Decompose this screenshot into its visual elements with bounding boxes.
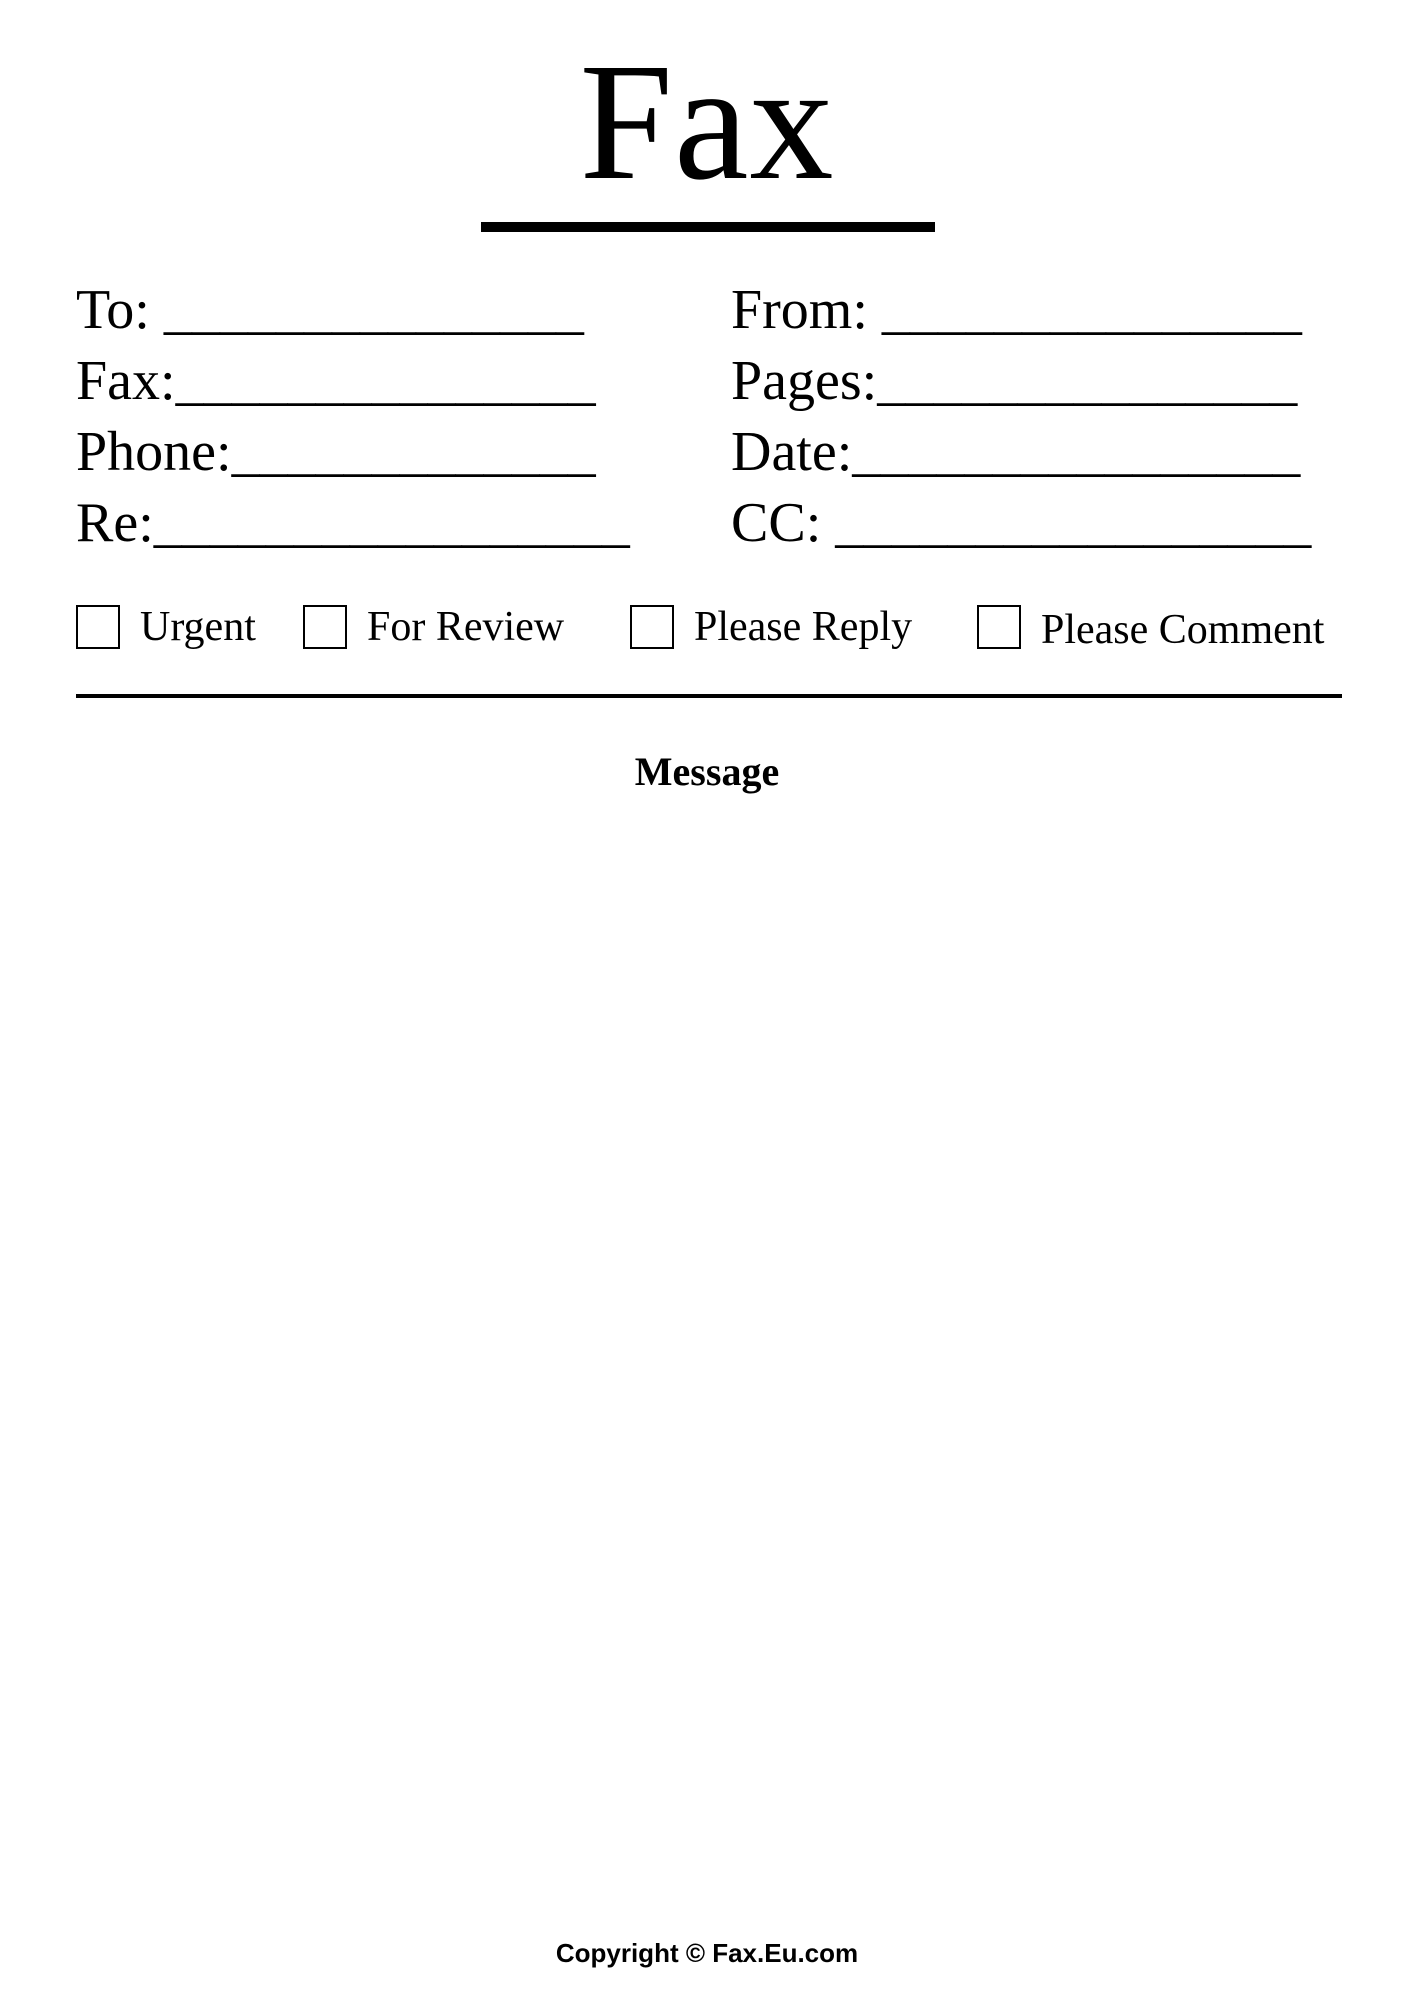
- cc-blank[interactable]: _________________: [835, 492, 1312, 554]
- pages-label: Pages:: [731, 350, 878, 412]
- date-field[interactable]: [731, 421, 1301, 483]
- pages-field[interactable]: [731, 350, 1298, 412]
- for-review-label: For Review: [367, 604, 565, 650]
- copyright-footer: Copyright © Fax.Eu.com: [555, 1938, 859, 1968]
- message-heading: Message: [634, 749, 780, 794]
- urgent-label: Urgent: [140, 604, 256, 650]
- fax-number-field[interactable]: [76, 350, 596, 412]
- phone-label: Phone:: [76, 421, 232, 483]
- fax-blank[interactable]: _______________: [175, 350, 596, 412]
- phone-field[interactable]: [76, 421, 596, 483]
- section-divider: [76, 694, 1342, 698]
- please-reply-checkbox[interactable]: [630, 605, 674, 649]
- cc-field[interactable]: [731, 492, 1312, 554]
- for-review-option[interactable]: [303, 605, 564, 649]
- re-field[interactable]: [76, 492, 630, 554]
- please-comment-option[interactable]: [977, 605, 1325, 653]
- cc-label: CC:: [731, 492, 836, 554]
- for-review-checkbox[interactable]: [303, 605, 347, 649]
- from-field[interactable]: [731, 279, 1302, 341]
- please-reply-option[interactable]: [630, 605, 912, 649]
- to-blank[interactable]: _______________: [163, 279, 584, 341]
- please-comment-label: Please Comment: [1041, 607, 1325, 653]
- urgent-checkbox[interactable]: [76, 605, 120, 649]
- re-label: Re:: [76, 492, 154, 554]
- please-reply-label: Please Reply: [694, 604, 913, 650]
- title-underline: [481, 222, 935, 232]
- urgent-option[interactable]: [76, 605, 256, 649]
- fax-title: Fax: [579, 29, 835, 215]
- date-label: Date:: [731, 421, 853, 483]
- please-comment-checkbox[interactable]: [977, 605, 1021, 649]
- fax-label: Fax:: [76, 350, 176, 412]
- date-blank[interactable]: ________________: [852, 421, 1301, 483]
- to-label: To:: [76, 279, 164, 341]
- phone-blank[interactable]: _____________: [231, 421, 596, 483]
- from-label: From:: [731, 279, 882, 341]
- re-blank[interactable]: _________________: [153, 492, 630, 554]
- message-body[interactable]: [76, 810, 1342, 1870]
- pages-blank[interactable]: _______________: [877, 350, 1298, 412]
- to-field[interactable]: [76, 279, 584, 341]
- from-blank[interactable]: _______________: [881, 279, 1302, 341]
